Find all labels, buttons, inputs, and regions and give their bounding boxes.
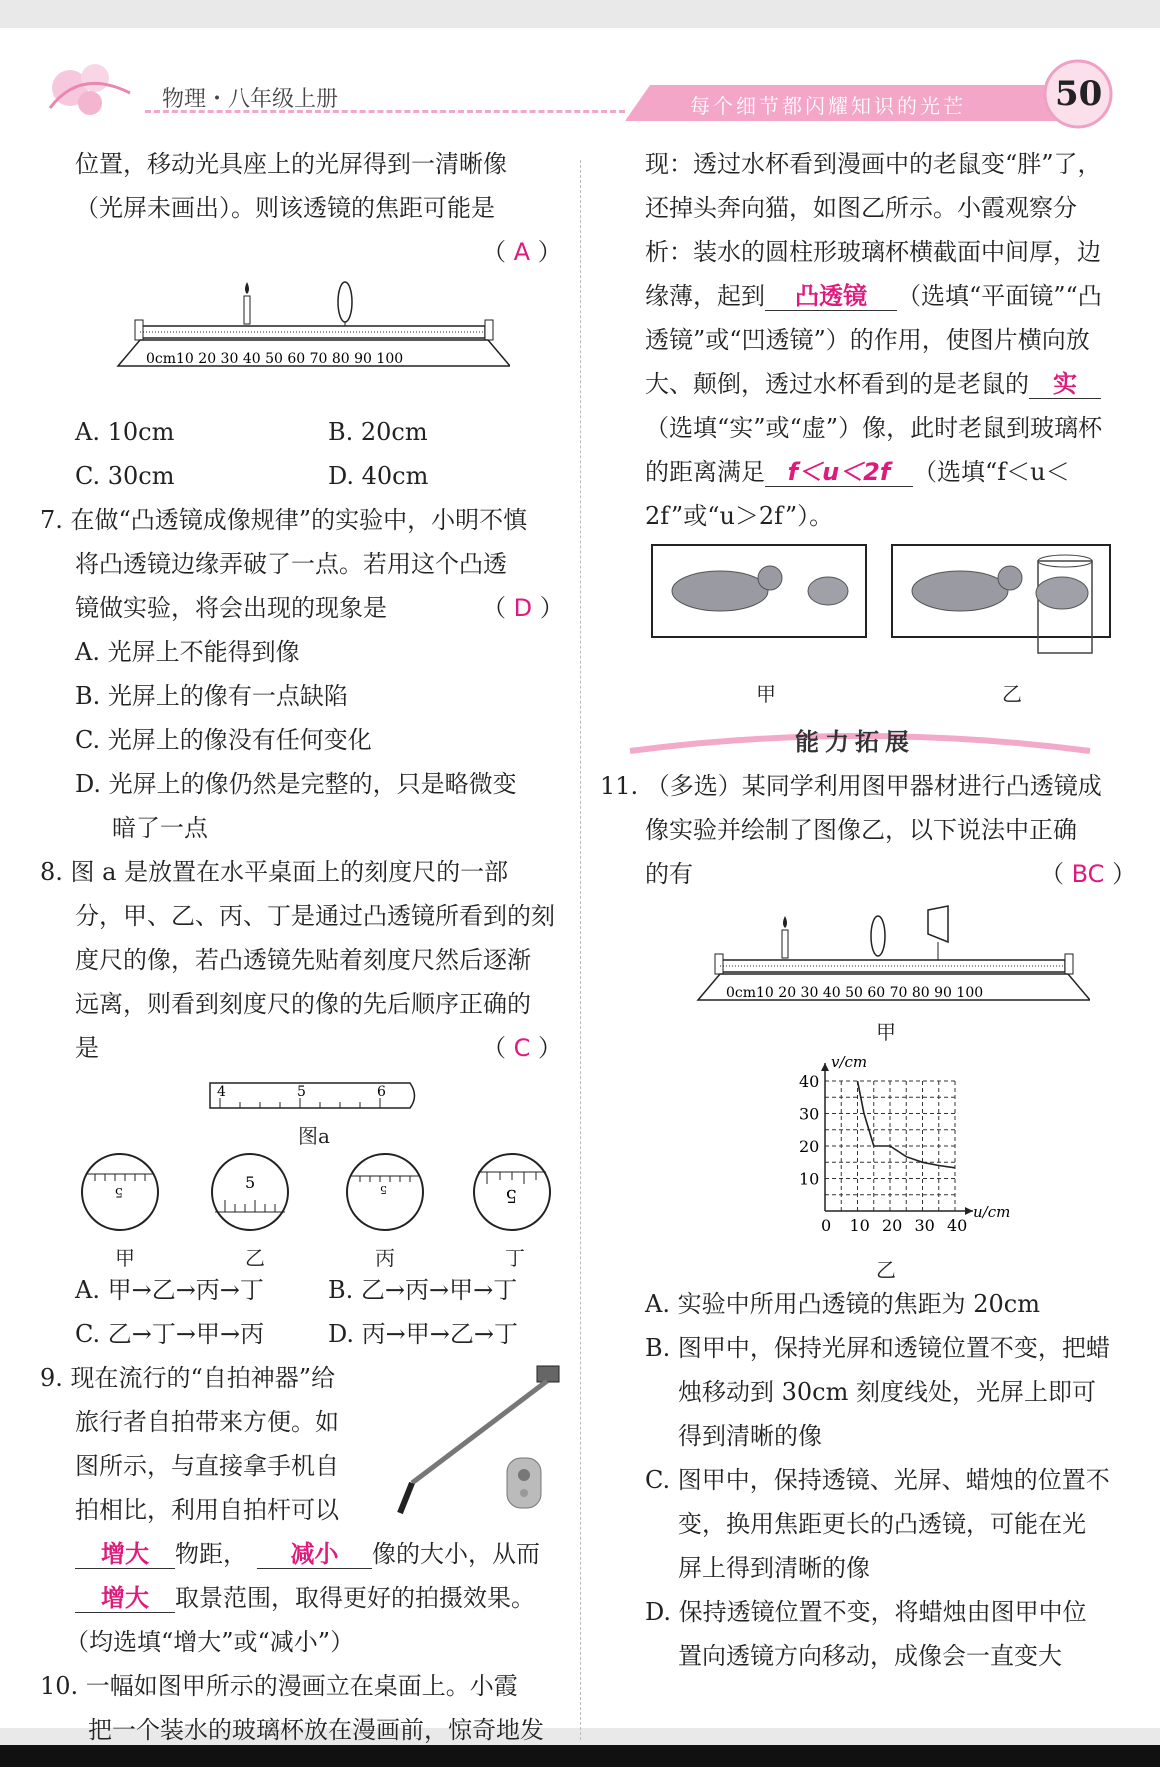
q10-line7: 透镜”或“凹透镜”）的作用，使图片横向放 (645, 326, 1090, 354)
q6-line1: 位置，移动光具座上的光屏得到一清晰像 (75, 150, 507, 178)
ruler-tick-6: 6 (377, 1084, 386, 1100)
q9-line3: 图所示，与直接拿手机自 (75, 1452, 339, 1480)
ruler-tick-4: 4 (217, 1084, 226, 1100)
q7-option-d1: D. 光屏上的像仍然是完整的，只是略微变 (75, 770, 517, 798)
y-axis-label: v/cm (831, 1053, 868, 1071)
chart-caption-yi: 乙 (876, 1258, 896, 1282)
x-tick-label: 20 (882, 1216, 903, 1235)
q6-option-b: B. 20cm (328, 418, 428, 446)
q6-line2: （光屏未画出）。则该透镜的焦距可能是 (75, 194, 495, 222)
q6-option-d: D. 40cm (328, 462, 429, 490)
lens-views-figure (75, 1148, 565, 1243)
q11-line1: 11. （多选）某同学利用图甲器材进行凸透镜成 (600, 772, 1102, 800)
q8-line2: 分，甲、乙、丙、丁是通过凸透镜所看到的刻 (75, 902, 555, 930)
q10-text8a: 的距离满足 (645, 458, 765, 486)
q11-option-c2: 变，换用焦距更长的凸透镜，可能在光 (678, 1510, 1086, 1538)
q8-option-d: D. 丙→甲→乙→丁 (328, 1320, 518, 1348)
q10-text4b: （选填“平面镜”“凸 (897, 282, 1102, 310)
y-tick-label: 20 (799, 1137, 820, 1156)
x-tick-label: 0 (821, 1216, 832, 1235)
q7-line3: 镜做实验，将会出现的现象是 (75, 594, 387, 622)
q8-answer: C (513, 1034, 531, 1062)
q10-blank-real: 实 (1029, 370, 1101, 399)
q8-line3: 度尺的像，若凸透镜先贴着刻度尺然后逐渐 (75, 946, 531, 974)
q10-line5: 析：装水的圆柱形玻璃杯横截面中间厚，边 (645, 238, 1101, 266)
q11-line2: 像实验并绘制了图像乙，以下说法中正确 (645, 816, 1077, 844)
q11-option-b2: 烛移动到 30cm 刻度线处，光屏上即可 (678, 1378, 1096, 1406)
q11-option-b3: 得到清晰的像 (678, 1422, 822, 1450)
x-axis-arrow (965, 1207, 973, 1215)
y-tick-label: 40 (799, 1072, 820, 1091)
x-tick-label: 40 (947, 1216, 968, 1235)
q10-blank-lens: 凸透镜 (765, 282, 897, 311)
header-dash (145, 110, 625, 113)
q7-answer-box: （ D ） (482, 594, 564, 622)
ruler-figure-a (205, 1078, 425, 1118)
lens-label-bing: 丙 (375, 1246, 395, 1270)
q11-option-b1: B. 图甲中，保持光屏和透镜位置不变，把蜡 (645, 1334, 1110, 1362)
q9-line2: 旅行者自拍带来方便。如 (75, 1408, 339, 1436)
q9-line7: （均选填“增大”或“减小”） (65, 1628, 355, 1656)
optical-bench-q6 (110, 268, 510, 378)
q8-line5: 是 (75, 1034, 99, 1062)
q9-line4: 拍相比，利用自拍杆可以 (75, 1496, 339, 1524)
book-title: 物理・八年级上册 (162, 87, 339, 112)
y-tick-label: 30 (799, 1104, 820, 1124)
flower-ornament-icon (40, 48, 140, 128)
q9-blank-line (75, 1540, 540, 1569)
q11-option-c3: 屏上得到清晰的像 (678, 1554, 870, 1582)
q10-text4a: 缘薄，起到 (645, 282, 765, 310)
q10-text8b: （选填“f＜u＜ (913, 458, 1070, 486)
q10-line4: 还掉头奔向猫，如图乙所示。小霞观察分 (645, 194, 1077, 222)
q9-text3: 取景范围，取得更好的拍摄效果。 (175, 1584, 535, 1612)
bottom-bar (0, 1745, 1160, 1767)
q6-answer-box: （ A ） (482, 238, 562, 266)
svg-text:0cm10 20 30 40 50 60 70: 0cm10 20 30 40 50 60 70 80 90 100 (146, 351, 404, 367)
x-tick-label: 30 (914, 1216, 935, 1235)
x-tick-label: 10 (849, 1216, 870, 1235)
q7-line1: 7. 在做“凸透镜成像规律”的实验中，小明不慎 (40, 506, 528, 534)
q8-line4: 远离，则看到刻度尺的像的先后顺序正确的 (75, 990, 531, 1018)
comic-caption-jia: 甲 (756, 682, 776, 706)
q7-option-c: C. 光屏上的像没有任何变化 (75, 726, 372, 754)
svg-text:0cm10 20 30 40 50 60 70: 0cm10 20 30 40 50 60 70 80 90 100 (726, 985, 984, 1001)
q9-text2: 像的大小，从而 (372, 1540, 540, 1568)
q8-line1: 8. 图 a 是放置在水平桌面上的刻度尺的一部 (40, 858, 509, 886)
bench-caption-jia: 甲 (876, 1020, 896, 1044)
q9-blank2: 减小 (257, 1540, 372, 1569)
q8-option-b: B. 乙→丙→甲→丁 (328, 1276, 518, 1304)
q7-answer: D (513, 594, 533, 622)
q8-option-a: A. 甲→乙→丙→丁 (75, 1276, 264, 1304)
q10-blank-range: f＜u＜2f (765, 458, 913, 487)
comic-figure-jia (650, 543, 870, 663)
lens-view-ding (474, 1154, 550, 1230)
page-number: 50 (1055, 74, 1103, 114)
q10-line6 (645, 282, 1102, 311)
q10-line9: （选填“实”或“虚”）像，此时老鼠到玻璃杯 (645, 414, 1103, 442)
q8-option-c: C. 乙→丁→甲→丙 (75, 1320, 265, 1348)
comic-figure-yi (890, 543, 1114, 663)
q9-line1: 9. 现在流行的“自拍神器”给 (40, 1364, 336, 1392)
selfie-stick-figure (392, 1363, 567, 1528)
ruler-tick-5: 5 (297, 1084, 306, 1100)
lens-digit-yi: 5 (245, 1173, 256, 1192)
q10-line11: 2f”或“u＞2f”）。 (645, 502, 834, 530)
q9-blank3: 增大 (75, 1584, 175, 1613)
v-u-chart (785, 1046, 1025, 1246)
section-title: 能力拓展 (795, 728, 915, 756)
x-axis-label: u/cm (973, 1203, 1011, 1221)
q10-line10 (645, 458, 1070, 487)
q9-blank-line2 (75, 1584, 535, 1613)
page (0, 28, 1160, 1744)
q10-line8 (645, 370, 1101, 399)
q9-text1: 物距， (175, 1540, 247, 1568)
q6-answer: A (513, 238, 531, 266)
q7-line2: 将凸透镜边缘弄破了一点。若用这个凸透 (75, 550, 507, 578)
q11-option-a: A. 实验中所用凸透镜的焦距为 20cm (645, 1290, 1040, 1318)
column-divider (580, 160, 581, 1740)
lens-view-bing (347, 1154, 423, 1230)
lens-digit-ding: 5 (505, 1185, 517, 1206)
q11-option-d1: D. 保持透镜位置不变，将蜡烛由图甲中位 (645, 1598, 1087, 1626)
q10-text6a: 大、颠倒，透过水杯看到的是老鼠的 (645, 370, 1029, 398)
q9-blank1: 增大 (75, 1540, 175, 1569)
q11-option-d2: 置向透镜方向移动，成像会一直变大 (678, 1642, 1062, 1670)
q7-option-b: B. 光屏上的像有一点缺陷 (75, 682, 348, 710)
lens-view-yi (212, 1154, 288, 1230)
q11-option-c1: C. 图甲中，保持透镜、光屏、蜡烛的位置不 (645, 1466, 1110, 1494)
header-slogan: 每个细节都闪耀知识的光芒 (690, 94, 966, 118)
lens-digit-bing: 5 (380, 1183, 387, 1196)
q8-answer-box: （ C ） (482, 1034, 563, 1062)
fig-a-caption: 图a (298, 1124, 330, 1148)
q7-option-d2: 暗了一点 (112, 814, 208, 842)
lens-label-ding: 丁 (505, 1246, 525, 1270)
comic-caption-yi: 乙 (1002, 682, 1022, 706)
q11-answer: BC (1071, 860, 1105, 888)
lens-digit-jia: 5 (114, 1184, 123, 1199)
lens-view-jia (82, 1154, 158, 1230)
y-axis-arrow (821, 1063, 829, 1071)
lens-label-yi: 乙 (245, 1246, 265, 1270)
q10-line2: 把一个装水的玻璃杯放在漫画前，惊奇地发 (88, 1716, 544, 1744)
q6-option-c: C. 30cm (75, 462, 175, 490)
optical-bench-q11 (690, 896, 1090, 1006)
q10-line1: 10. 一幅如图甲所示的漫画立在桌面上。小霞 (40, 1672, 518, 1700)
q11-line3: 的有 (645, 860, 693, 888)
q10-line3: 现：透过水杯看到漫画中的老鼠变“胖”了， (645, 150, 1102, 178)
y-tick-label: 10 (799, 1169, 820, 1189)
lens-label-jia: 甲 (115, 1246, 135, 1270)
q11-answer-box: （ BC ） (1040, 860, 1137, 888)
q6-option-a: A. 10cm (75, 418, 175, 446)
q7-option-a: A. 光屏上不能得到像 (75, 638, 300, 666)
